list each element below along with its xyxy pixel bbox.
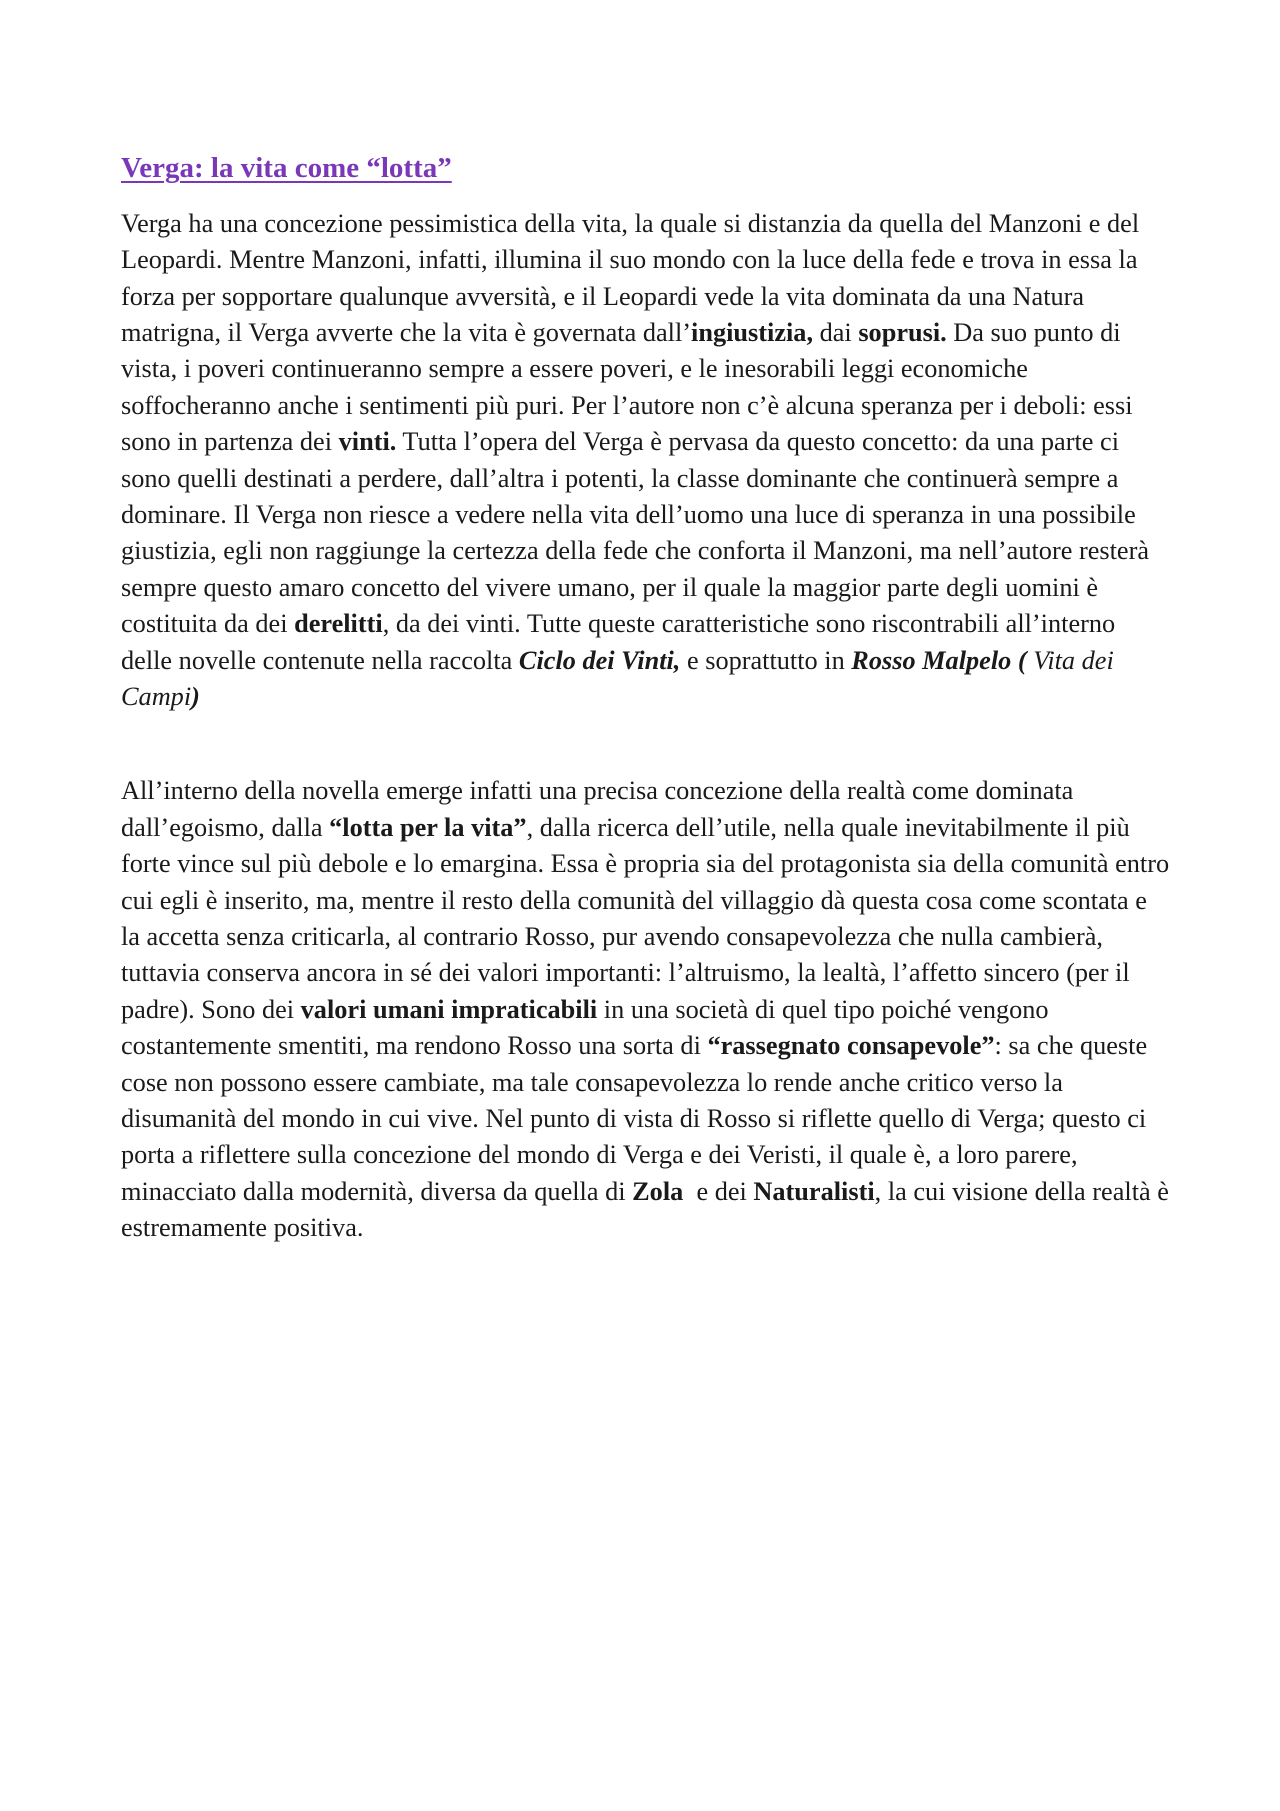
bold-term-rassegnato-consapevole: “rassegnato consapevole”: [707, 1031, 995, 1061]
text-run: e soprattutto in: [680, 645, 852, 675]
text-run: dai: [813, 317, 859, 347]
document-body: [121, 150, 1171, 1247]
italic-title-vita-dei-campi: Vita dei Campi: [121, 645, 1114, 711]
bold-italic-run: Rosso Malpelo: [851, 645, 1012, 675]
text-run: Verga ha una concezione pessimistica della vita, la quale si distanzia da quella del Manzoni e del Leopardi. Mentre Manzoni, infatti, illumina il suo mondo con la luce della fede e trova in essa la forza per sopportare qualunque avversità, e il Leopardi vede la vita dominata da una Natura matrigna, il Verga avverte che la vita è governata dall’: [121, 208, 1140, 347]
paragraph-1: [121, 206, 1171, 716]
paragraph-2: [121, 773, 1171, 1246]
bold-italic-run: ): [191, 681, 200, 711]
bold-term-naturalisti: Naturalisti: [753, 1176, 875, 1206]
text-run: e dei: [683, 1176, 754, 1206]
bold-term-soprusi: soprusi.: [858, 317, 947, 347]
text-run: , da dei vinti. Tutte queste caratteristiche sono riscontrabili all’interno delle novelle contenute nella raccolta: [121, 609, 1116, 675]
text-run: Tutta l’opera del Verga è pervasa da questo concetto: da una parte ci sono quelli destinati a perdere, dall’altra i potenti, la classe dominante che continuerà sempre a dominare. Il Verga non riesce a vedere nella vita dell’uomo una luce di speranza in una possibile giustizia, egli non raggiunge la certezza della fede che conforta il Manzoni, ma nell’autore resterà sempre questo amaro concetto del vivere umano, per il quale la maggior parte degli uomini è costituita da dei: [121, 427, 1150, 639]
bold-italic-run: (: [1011, 645, 1034, 675]
bold-italic-paren-open: [1011, 646, 1033, 675]
bold-italic-paren-close: [191, 682, 200, 711]
text-run: Da suo punto di vista, i poveri continueranno sempre a essere poveri, e le inesorabili leggi economiche soffocheranno anche i sentimenti più puri. Per l’autore non c’è alcuna speranza per i deboli: essi sono in partenza dei: [121, 317, 1133, 457]
text-run: : sa che queste cose non possono essere cambiate, ma tale consapevolezza lo rende anche critico verso la disumanità del mondo in cui vive. Nel punto di vista di Rosso si riflette quello di Verga; questo ci porta a riflettere sulla concezione del mondo di Verga e dei Veristi, il quale è, a loro parere, minacciato dalla modernità, diversa da quella di: [121, 1031, 1148, 1206]
text-run: All’interno della novella emerge infatti una precisa concezione della realtà come dominata dall’egoismo, dalla: [121, 776, 1074, 842]
bold-italic-title-ciclo-dei-vinti: [519, 646, 680, 675]
bold-term-vinti: vinti.: [338, 427, 397, 457]
bold-term-ingiustizia: ingiustizia,: [691, 317, 814, 347]
bold-term-zola: Zola: [632, 1176, 684, 1206]
text-run: , la cui visione della realtà è estremamente positiva.: [121, 1176, 1169, 1243]
bold-italic-title-rosso-malpelo: [851, 646, 1011, 675]
text-run: , dalla ricerca dell’utile, nella quale inevitabilmente il più forte vince sul più debole e lo emargina. Essa è propria sia del protagonista sia della comunità entro cui egli è inserito, ma, mentre il resto della comunità del villaggio dà questa cosa come scontata e la accetta senza criticarla, al contrario Rosso, pur avendo consapevolezza che nulla cambierà, tuttavia conserva ancora in sé dei valori importanti: l’altruismo, la lealtà, l’affetto sincero (per il padre). Sono dei: [121, 812, 1170, 1024]
bold-term-valori-umani: valori umani impraticabili: [300, 994, 598, 1024]
page-title: Verga: la vita come “lotta”: [121, 152, 452, 184]
bold-italic-run: Ciclo dei Vinti,: [518, 645, 681, 675]
bold-term-derelitti: derelitti: [294, 609, 383, 639]
bold-term-lotta-per-la-vita: “lotta per la vita”: [329, 812, 527, 842]
text-run: in una società di quel tipo poiché vengono costantemente smentiti, ma rendono Rosso una sorta di: [121, 994, 1049, 1061]
